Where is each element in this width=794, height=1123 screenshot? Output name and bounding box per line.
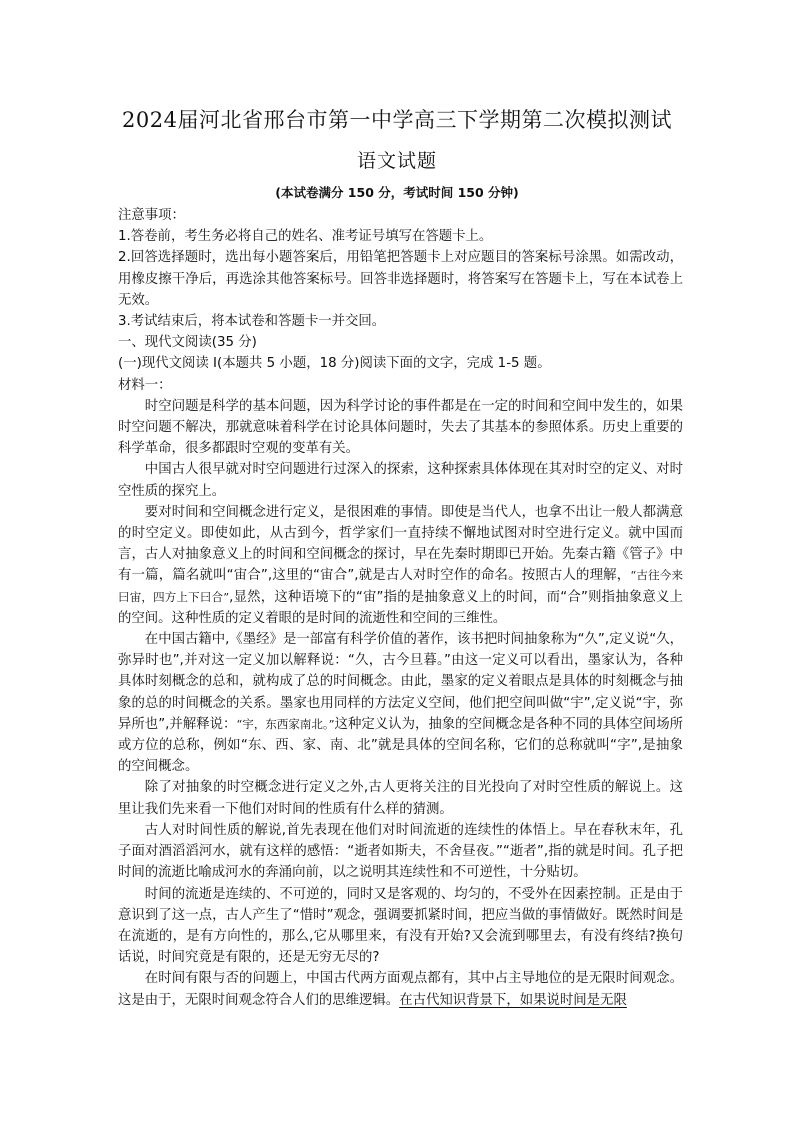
instruction-item-2: 2.回答选择题时，选出每小题答案后，用铅笔把答题卡上对应题目的答案标号涂黑。如需改动，用橡皮擦干净后，再选涂其他答案标号。回答非选择题时，将答案写在答题卡上，写在本试卷上无效。 (118, 250, 683, 308)
paragraph-8 (118, 968, 683, 1010)
paragraph-5: 除了对抽象的时空概念进行定义之外,古人更将关注的目光投向了对时空性质的解说上。这里让我们先来看一下他们对时间的性质有什么样的猜测。 (118, 780, 683, 817)
paragraph-4-text: 在中国古籍中,《墨经》是一部富有科学价值的著作，该书把时间抽象称为“久”,定义说“久，弥异时也”,并对这一定义加以解释说：“久，古今旦暮。”由这一定义可以看出，墨家认为，各种具体时刻概念的总和，就构成了总的时间概念。由此，墨家的定义着眼点是具体的时刻概念与抽象的总的时间概念的关系。墨家也用同样的方法定义空间，他们把空间叫做“宇”,定义说“宇，弥异所也”,并解释说： (118, 632, 683, 732)
section-heading: 一、现代文阅读(35 分) (118, 335, 257, 351)
subject-title: 语文试题 (356, 150, 437, 172)
paragraph-6: 古人对时间性质的解说,首先表现在他们对时间流逝的连续性的体悟上。早在春秋末年，孔子面对酒滔滔河水，就有这样的感悟：“逝者如斯夫，不舍昼夜。”“逝者”,指的就是时间。孔子把时间的流逝比喻成河水的奔涌向前，以之说明其连续性和不可逆性，十分贴切。 (118, 822, 683, 881)
section-subheading: (一)现代文阅读 I(本题共 5 小题，18 分)阅读下面的文字，完成 1-5 题。 (118, 356, 551, 372)
instruction-item-3: 3.考试结束后，将本试卷和答题卡一并交回。 (118, 314, 386, 330)
instructions-heading: 注意事项： (118, 208, 185, 223)
paragraph-2: 中国古人很早就对时空问题进行过深入的探索，这种探索具体体现在其对时空的定义、对时空性质的探究上。 (118, 462, 683, 499)
paragraph-7: 时间的流逝是连续的、不可逆的，同时又是客观的、均匀的，不受外在因素控制。正是由于意识到了这一点，古人产生了“惜时”观念，强调要抓紧时间，把应当做的事情做好。既然时间是在流逝的，是有方向性的，那么,它从哪里来，有没有开始?又会流到哪里去，有没有终结?换句话说，时间究竟是有限的，还是无穷无尽的? (118, 886, 683, 966)
paragraph-3-text: 要对时间和空间概念进行定义，是很困难的事情。即使是当代人，也拿不出让一般人都满意的时空定义。即使如此，从古到今，哲学家们一直持续不懈地试图对时空进行定义。就中国而言，古人对抽象意义上的时间和空间概念的探讨，早在先秦时期即已开始。先秦古籍《管子》中有一篇，篇名就叫“宙合”,这里的“宙合”,就是古人对时空作的命名。按照古人的理解， (118, 504, 683, 584)
mojing-quote: “宇，东西家南北。” (236, 716, 335, 731)
instruction-item-1: 1.答卷前，考生务必将自己的姓名、准考证号填写在答题卡上。 (118, 229, 493, 245)
underlined-text: 在古代知识背景下，如果说时间是无限 (399, 992, 627, 1008)
zhouhe-quote: “古往今来曰宙，四方上下曰合” (118, 568, 683, 604)
material-label: 材料一： (118, 377, 172, 393)
exam-title: 2024届河北省邢台市第一中学高三下学期第二次模拟测试 (122, 108, 672, 132)
paragraph-3-tail: ,显然，这种语境下的“宙”指的是抽象意义上的时间，而“合”则指抽象意义上的空间。这种性质的定义着眼的是时间的流逝性和空间的三维性。 (118, 589, 683, 626)
exam-info: (本试卷满分 150 分，考试时间 150 分钟) (275, 185, 519, 200)
paragraph-3 (118, 502, 683, 629)
paragraph-4-tail: 这种定义认为，抽象的空间概念是各种不同的具体空间场所或方位的总称，例如“东、西、家、南、北”就是具体的空间名称，它们的总称就叫“字”,是抽象的空间概念。 (118, 716, 683, 775)
paragraph-1: 时空问题是科学的基本问题，因为科学讨论的事件都是在一定的时间和空间中发生的，如果时空问题不解决，那就意味着科学在讨论具体问题时，失去了其基本的参照体系。历史上重要的科学革命，很多都跟时空观的变革有关。 (118, 398, 683, 457)
paragraph-4 (118, 629, 683, 777)
paragraph-8-text: 在时间有限与否的问题上，中国古代两方面观点都有，其中占主导地位的是无限时间观念。这是由于，无限时间观念符合人们的思维逻辑。 (118, 971, 683, 1008)
exam-body (118, 205, 683, 1011)
